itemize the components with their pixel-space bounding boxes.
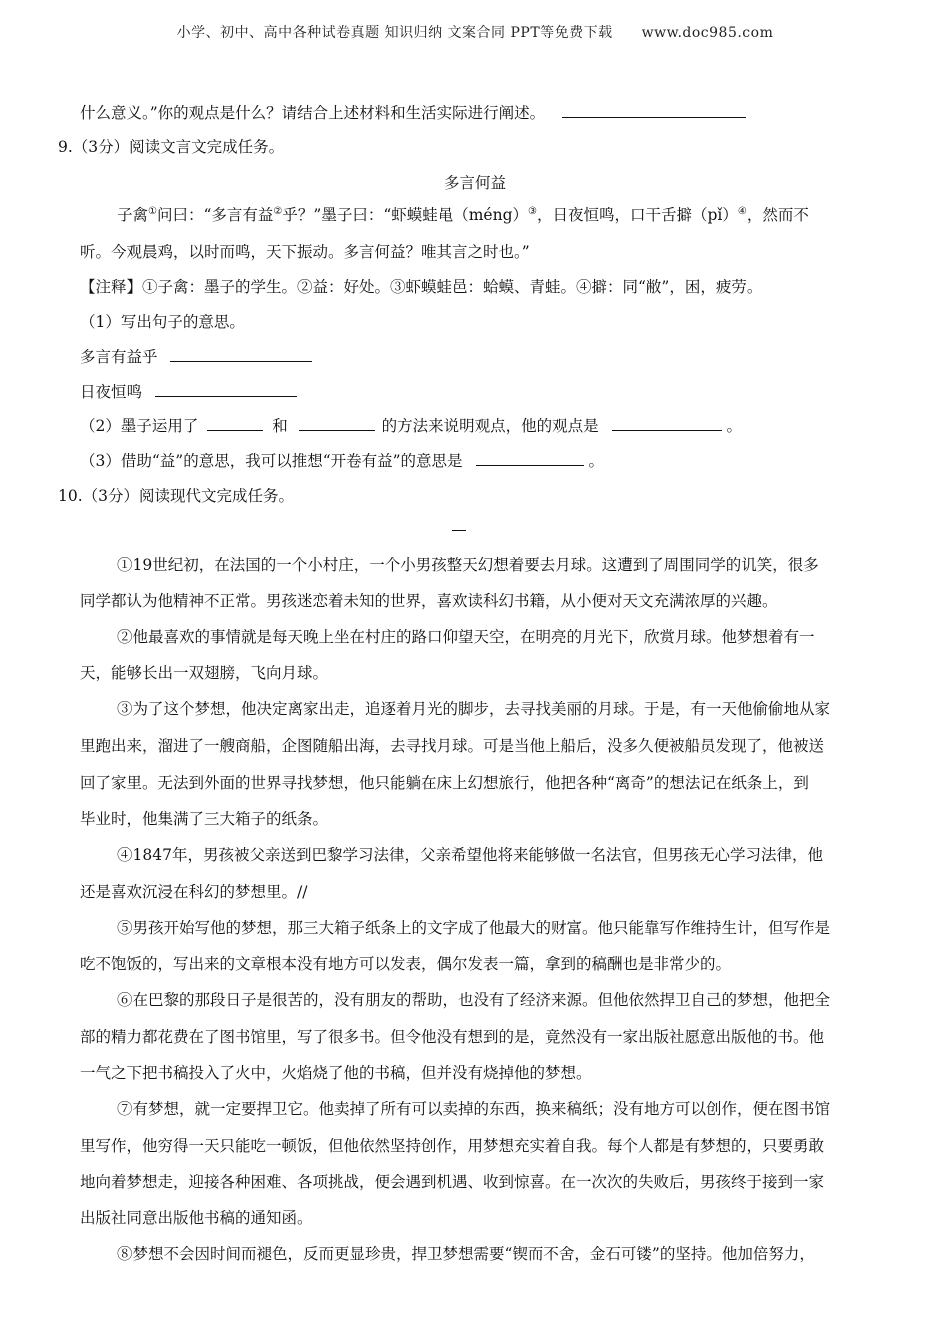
- passage-line: 部的精力都花费在了图书馆里，写了很多书。但令他没有想到的是，竟然没有一家出版社愿意出版他的书。他: [80, 1028, 825, 1046]
- passage-line: 地向着梦想走，迎接各种困难、各项挑战，便会遇到机遇、收到惊喜。在一次次的失败后，男孩终于接到一家: [80, 1173, 825, 1191]
- q9-sub1-item2: [80, 382, 297, 402]
- answer-blank: [299, 416, 375, 431]
- passage-line: 里跑出来，溜进了一艘商船，企图随船出海，去寻找月球。可是当他上船后，没多久便被船员发现了，他被送: [80, 737, 825, 755]
- passage-line: ⑤男孩开始写他的梦想，那三大箱子纸条上的文字成了他最大的财富。他只能靠写作维持生计，但写作是: [117, 919, 831, 937]
- sub2-text: 的方法来说明观点，他的观点是: [381, 417, 599, 435]
- q9-text-seg: ，日夜恒鸣，口干舌擗（pǐ）: [536, 206, 738, 224]
- passage-line: 毕业时，他集满了三大箱子的纸条。: [80, 810, 329, 828]
- sub2-text: 。: [726, 417, 743, 435]
- q10-heading: 10.（3分）阅读现代文完成任务。: [58, 487, 295, 505]
- passage-line: 天，能够长出一双翅膀，飞向月球。: [80, 664, 329, 682]
- q9-sub3: [80, 451, 604, 471]
- q9-text-seg: 子禽: [117, 206, 149, 224]
- q9-title: 多言何益: [443, 174, 506, 192]
- answer-blank: [170, 347, 312, 362]
- sub1-item2-text: 日夜恒鸣: [80, 383, 143, 401]
- footnote-mark: ②: [273, 205, 283, 217]
- sub2-text: 和: [272, 417, 288, 435]
- sub1-item1-text: 多言有益乎: [80, 348, 158, 366]
- passage-line: ④1847年，男孩被父亲送到巴黎学习法律，父亲希望他将来能够做一名法官，但男孩无心学习法律，他: [117, 846, 823, 864]
- answer-blank: [207, 416, 263, 431]
- title-dash: [452, 530, 466, 531]
- sub3-text: （3）借助“益”的意思，我可以推想“开卷有益”的意思是: [80, 452, 463, 470]
- q9-sub1-item1: [80, 347, 312, 367]
- sub2-text: （2）墨子运用了: [80, 417, 199, 435]
- passage-line: 里写作，他穷得一天只能吃一顿饭，但他依然坚持创作，用梦想充实着自我。每个人都是有梦想的，只要勇敢: [80, 1137, 825, 1155]
- passage-line: 出版社同意出版他书稿的通知函。: [80, 1209, 313, 1227]
- passage-line: 一气之下把书稿投入了火中，火焰烧了他的书稿，但并没有烧掉他的梦想。: [80, 1064, 592, 1082]
- footnote-mark: ①: [148, 205, 157, 217]
- q9-text-seg: ，然而不: [746, 206, 809, 224]
- answer-blank: [612, 416, 722, 431]
- sub3-text: 。: [588, 452, 604, 470]
- answer-blank: [155, 382, 297, 397]
- q9-sub2: [80, 416, 742, 436]
- passage-line: 回了家里。无法到外面的世界寻找梦想，他只能躺在床上幻想旅行，他把各种“离奇”的想法记在纸条上，到: [80, 774, 809, 792]
- passage-line: 还是喜欢沉浸在科幻的梦想里。//: [80, 883, 308, 901]
- passage-line: ⑧梦想不会因时间而褪色，反而更显珍贵，捍卫梦想需要“锲而不舍，金石可镂”的坚持。他加倍努力，: [117, 1245, 815, 1263]
- q9-text-line1: [117, 205, 809, 225]
- page-header: 小学、初中、高中各种试卷真题 知识归纳 文案合同 PPT等免费下载 www.doc985.com: [176, 25, 774, 41]
- q9-annotation: 【注释】①子禽：墨子的学生。②益：好处。③虾蟆蛙邑：蛤蟆、青蛙。④擗：同“敝”，困，疲劳。: [80, 278, 763, 296]
- passage-line: ①19世纪初，在法国的一个小村庄，一个小男孩整天幻想着要去月球。这遭到了周围同学的讥笑，很多: [117, 556, 819, 574]
- passage-line: ⑦有梦想，就一定要捍卫它。他卖掉了所有可以卖掉的东西，换来稿纸；没有地方可以创作，便在图书馆: [117, 1100, 831, 1118]
- q9-heading: 9.（3分）阅读文言文完成任务。: [58, 138, 285, 156]
- passage-line: 吃不饱饭的，写出来的文章根本没有地方可以发表，偶尔发表一篇，拿到的稿酬也是非常少的。: [80, 955, 732, 973]
- intro-text: 什么意义。”你的观点是什么？请结合上述材料和生活实际进行阐述。: [80, 104, 546, 122]
- footnote-mark: ③: [528, 205, 537, 217]
- passage-line: ⑥在巴黎的那段日子是很苦的，没有朋友的帮助，也没有了经济来源。但他依然捍卫自己的梦想，他把全: [117, 991, 831, 1009]
- answer-blank: [476, 451, 584, 466]
- q9-text-seg: 乎？”墨子曰：“虾蟆蛙黾（méng）: [282, 206, 529, 224]
- passage-line: ③为了这个梦想，他决定离家出走，追逐着月光的脚步，去寻找美丽的月球。于是，有一天他偷偷地从家: [117, 700, 831, 718]
- footnote-mark: ④: [737, 205, 747, 217]
- answer-blank: [562, 103, 746, 118]
- q9-sub1: （1）写出句子的意思。: [80, 313, 245, 331]
- q9-text-line2: 听。今观晨鸡，以时而鸣，天下振动。多言何益？唯其言之时也。”: [80, 243, 530, 261]
- passage-line: ②他最喜欢的事情就是每天晚上坐在村庄的路口仰望天空，在明亮的月光下，欣赏月球。他梦想着有一: [117, 628, 815, 646]
- intro-line: [80, 103, 746, 123]
- q9-text-seg: 问曰：“多言有益: [156, 206, 274, 224]
- passage-line: 同学都认为他精神不正常。男孩迷恋着未知的世界，喜欢读科幻书籍，从小便对天文充满浓厚的兴趣。: [80, 592, 778, 610]
